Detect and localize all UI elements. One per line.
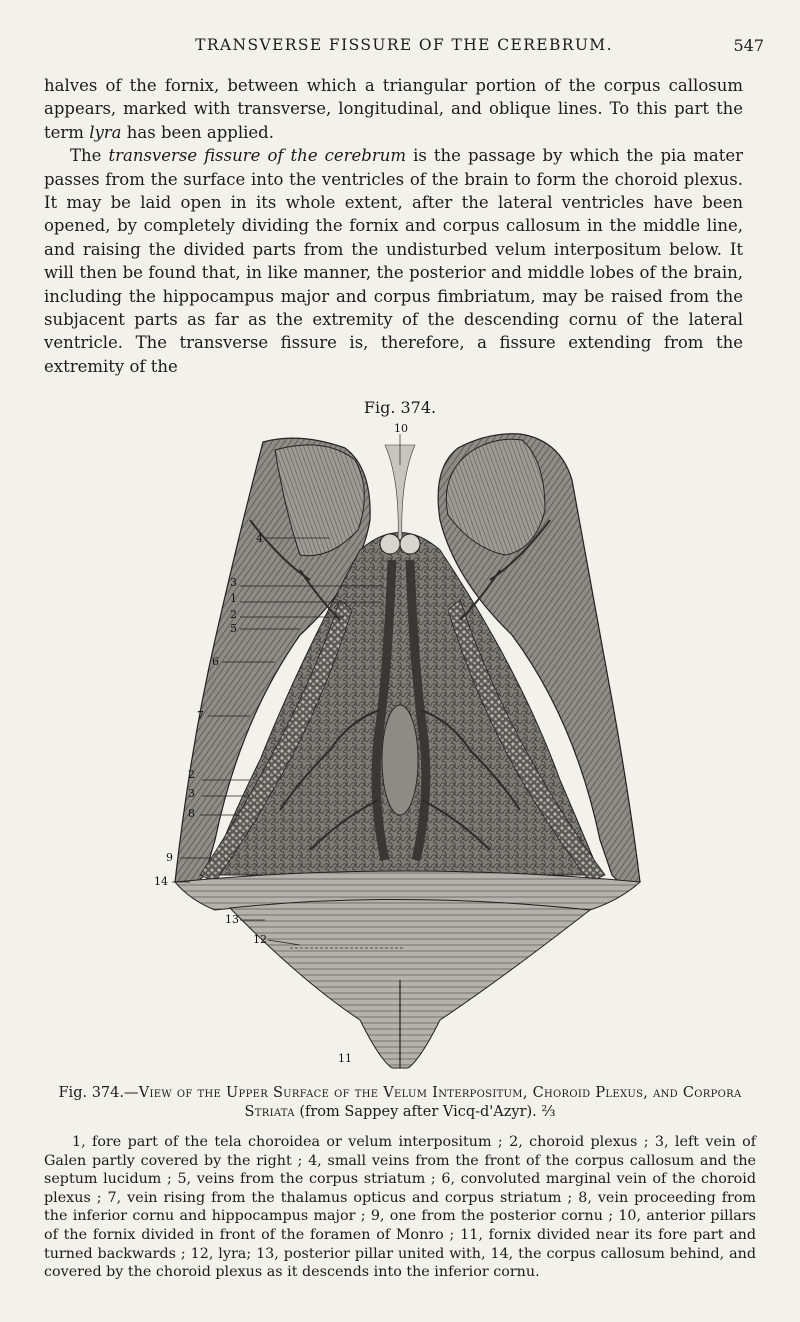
callout-12: 12 (253, 933, 267, 946)
paragraph-2-text: is the passage by which the pia mater passes from the surface into the ventricles of the brain to form the choroid plexus. It may be laid open in its whole extent, after the lateral ventricles have been opened, by completely dividing the fornix and corpus callosum in the middle line, and raising the divided parts from the undisturbed velum interpositum below. It will then be found that, in like manner, the posterior and middle lobes of the brain, including the hippocampus major and corpus fimbriatum, may be raised from the subjacent parts as far as the extremity of the descending cornu of the lateral ventricle. The transverse fissure is, therefore, a fissure extending from the extremity of the (44, 146, 743, 376)
central-oval (382, 705, 418, 815)
paragraph-1-tail: has been applied. (126, 122, 274, 142)
figure-caption-title (44, 1084, 756, 1122)
caption-title-smallcaps: —View of the Upper Surface of the Velum Interpositum, Choroid Plexus, and Corpora Striata (123, 1085, 742, 1120)
callout-3b: 3 (188, 787, 195, 800)
term-transverse-fissure: transverse fissure of the cerebrum (108, 146, 407, 166)
brain-illustration (0, 420, 800, 1075)
callout-9: 9 (166, 851, 173, 864)
running-title: TRANSVERSE FISSURE OF THE CEREBRUM. (195, 36, 613, 54)
anterior-pillar-right (400, 534, 420, 554)
callout-11: 11 (338, 1052, 352, 1065)
body-text (44, 74, 743, 378)
fornix-fan (230, 899, 590, 1068)
callout-2a: 2 (230, 608, 237, 621)
callout-14: 14 (154, 875, 168, 888)
running-head (44, 36, 764, 60)
page-number: 547 (733, 36, 764, 55)
paragraph-1-text: halves of the fornix, between which a triangular portion of the corpus callosum appears, marked with transverse, longitudinal, and oblique lines. To this part the term (44, 76, 743, 142)
callout-3a: 3 (230, 576, 237, 589)
caption-title-source: (from Sappey after Vicq-d'Azyr). (299, 1104, 537, 1120)
caption-scale: ⅔ (541, 1104, 556, 1120)
callout-1: 1 (230, 592, 237, 605)
figure-label: Fig. 374. (363, 398, 437, 417)
callout-4: 4 (256, 532, 263, 545)
callout-7: 7 (197, 709, 204, 722)
callout-8: 8 (188, 807, 195, 820)
term-lyra: lyra (89, 122, 122, 142)
paragraph-2-lead: The (70, 146, 102, 166)
anterior-pillar-left (380, 534, 400, 554)
figure-legend: 1, fore part of the tela choroidea or velum interpositum ; 2, choroid plexus ; 3, left vein of Galen partly covered by the right ; 4, small veins from the front of the corpus callosum and the septum lucidum ; 5, veins from the corpus striatum ; 6, convoluted marginal vein of the choroid plexus ; 7, vein rising from the thalamus opticus and corpus striatum ; 8, vein proceeding from the inferior cornu and hippocampus major ; 9, one from the posterior cornu ; 10, anterior pillars of the fornix divided in front of the foramen of Monro ; 11, fornix divided near its fore part and turned backwards ; 12, lyra; 13, posterior pillar united with, 14, the corpus callosum behind, and covered by the choroid plexus as it descends into the inferior cornu. (44, 1134, 756, 1281)
caption-fig-ref: Fig. 374. (58, 1085, 124, 1101)
callout-5: 5 (230, 622, 237, 635)
paragraph-2 (44, 144, 743, 378)
callout-10: 10 (394, 422, 408, 435)
callout-6: 6 (212, 655, 219, 668)
paragraph-1 (44, 74, 743, 144)
callout-13: 13 (225, 913, 239, 926)
callout-2b: 2 (188, 768, 195, 781)
anatomical-figure (0, 420, 800, 1075)
